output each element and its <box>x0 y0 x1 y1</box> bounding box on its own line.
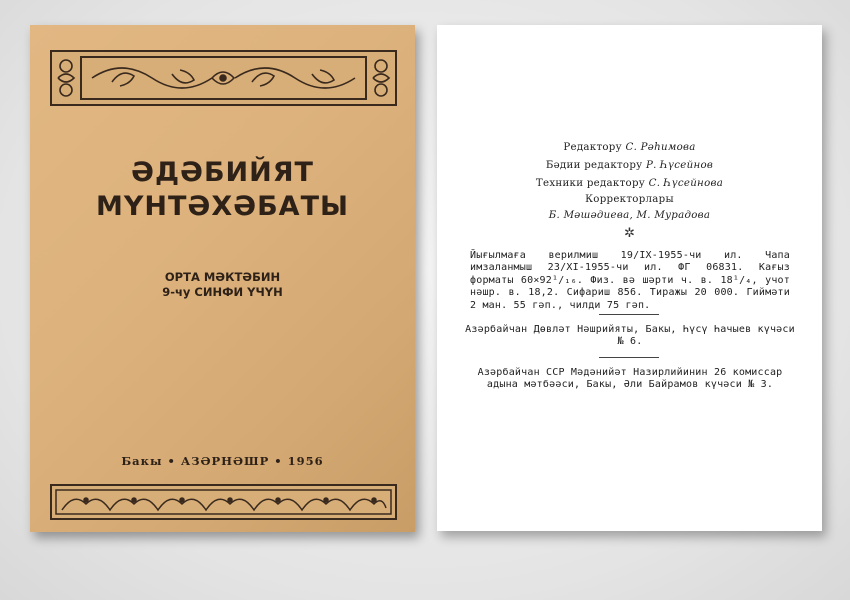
printer-info: Азәрбайчан ССР Мәдәнийәт Назирлийинин 26 комиссар адына мәтбәәси, Бакы, Әли Байрамов күчәси № 3. <box>477 367 783 391</box>
separator-star-icon: ✲ <box>624 226 635 241</box>
publisher-info: Азәрбайчан Дөвләт Нәшрийяты, Бакы, Һүсү Һачыев күчәси № 6. <box>465 324 795 348</box>
cover-subtitle-line2: 9-чу СИНФИ ҮЧҮН <box>162 285 283 299</box>
colophon-page <box>437 25 822 531</box>
cover-subtitle-line1: ОРТА МӘКТӘБИН <box>164 270 281 284</box>
credit-proofreaders-names: Б. Мәшәдиева, М. Мурадова <box>548 210 711 221</box>
floral-ornament-icon <box>52 52 395 104</box>
book-cover <box>30 25 415 532</box>
wave-ornament-icon <box>52 486 395 518</box>
credit-proofreaders-label: Корректорлары <box>585 194 674 205</box>
divider <box>599 357 659 358</box>
divider <box>599 314 659 315</box>
credit-editor: Редактору С. Рәһимова <box>563 142 696 153</box>
cover-imprint: Бакы • АЗӘРНӘШР • 1956 <box>121 454 324 468</box>
bottom-ornament <box>50 484 397 520</box>
cover-title-line1: ӘДӘБИЙЯТ <box>131 157 314 188</box>
print-details: Йығылмаға верилмиш 19/IX-1955-чи ил. Чапа имзаланмыш 23/XI-1955-чи ил. ФГ 06831. Кағыз форматы 60×92¹/₁₆. Физ. вә шәрти ч. в. 18¹/₄, учот нәшр. в. 18,2. Сифариш 856. Тиражы 20 000. Гиймәти 2 ман. 55 гәп., чилди 75 гәп. <box>470 250 790 311</box>
top-ornament <box>50 50 397 106</box>
credit-tech-editor: Техники редактору С. Һүсейнова <box>535 178 724 189</box>
credit-art-editor: Бәдии редактору Р. Һүсейнов <box>545 160 714 171</box>
cover-title-line2: МҮНТӘХӘБАТЫ <box>96 191 349 222</box>
